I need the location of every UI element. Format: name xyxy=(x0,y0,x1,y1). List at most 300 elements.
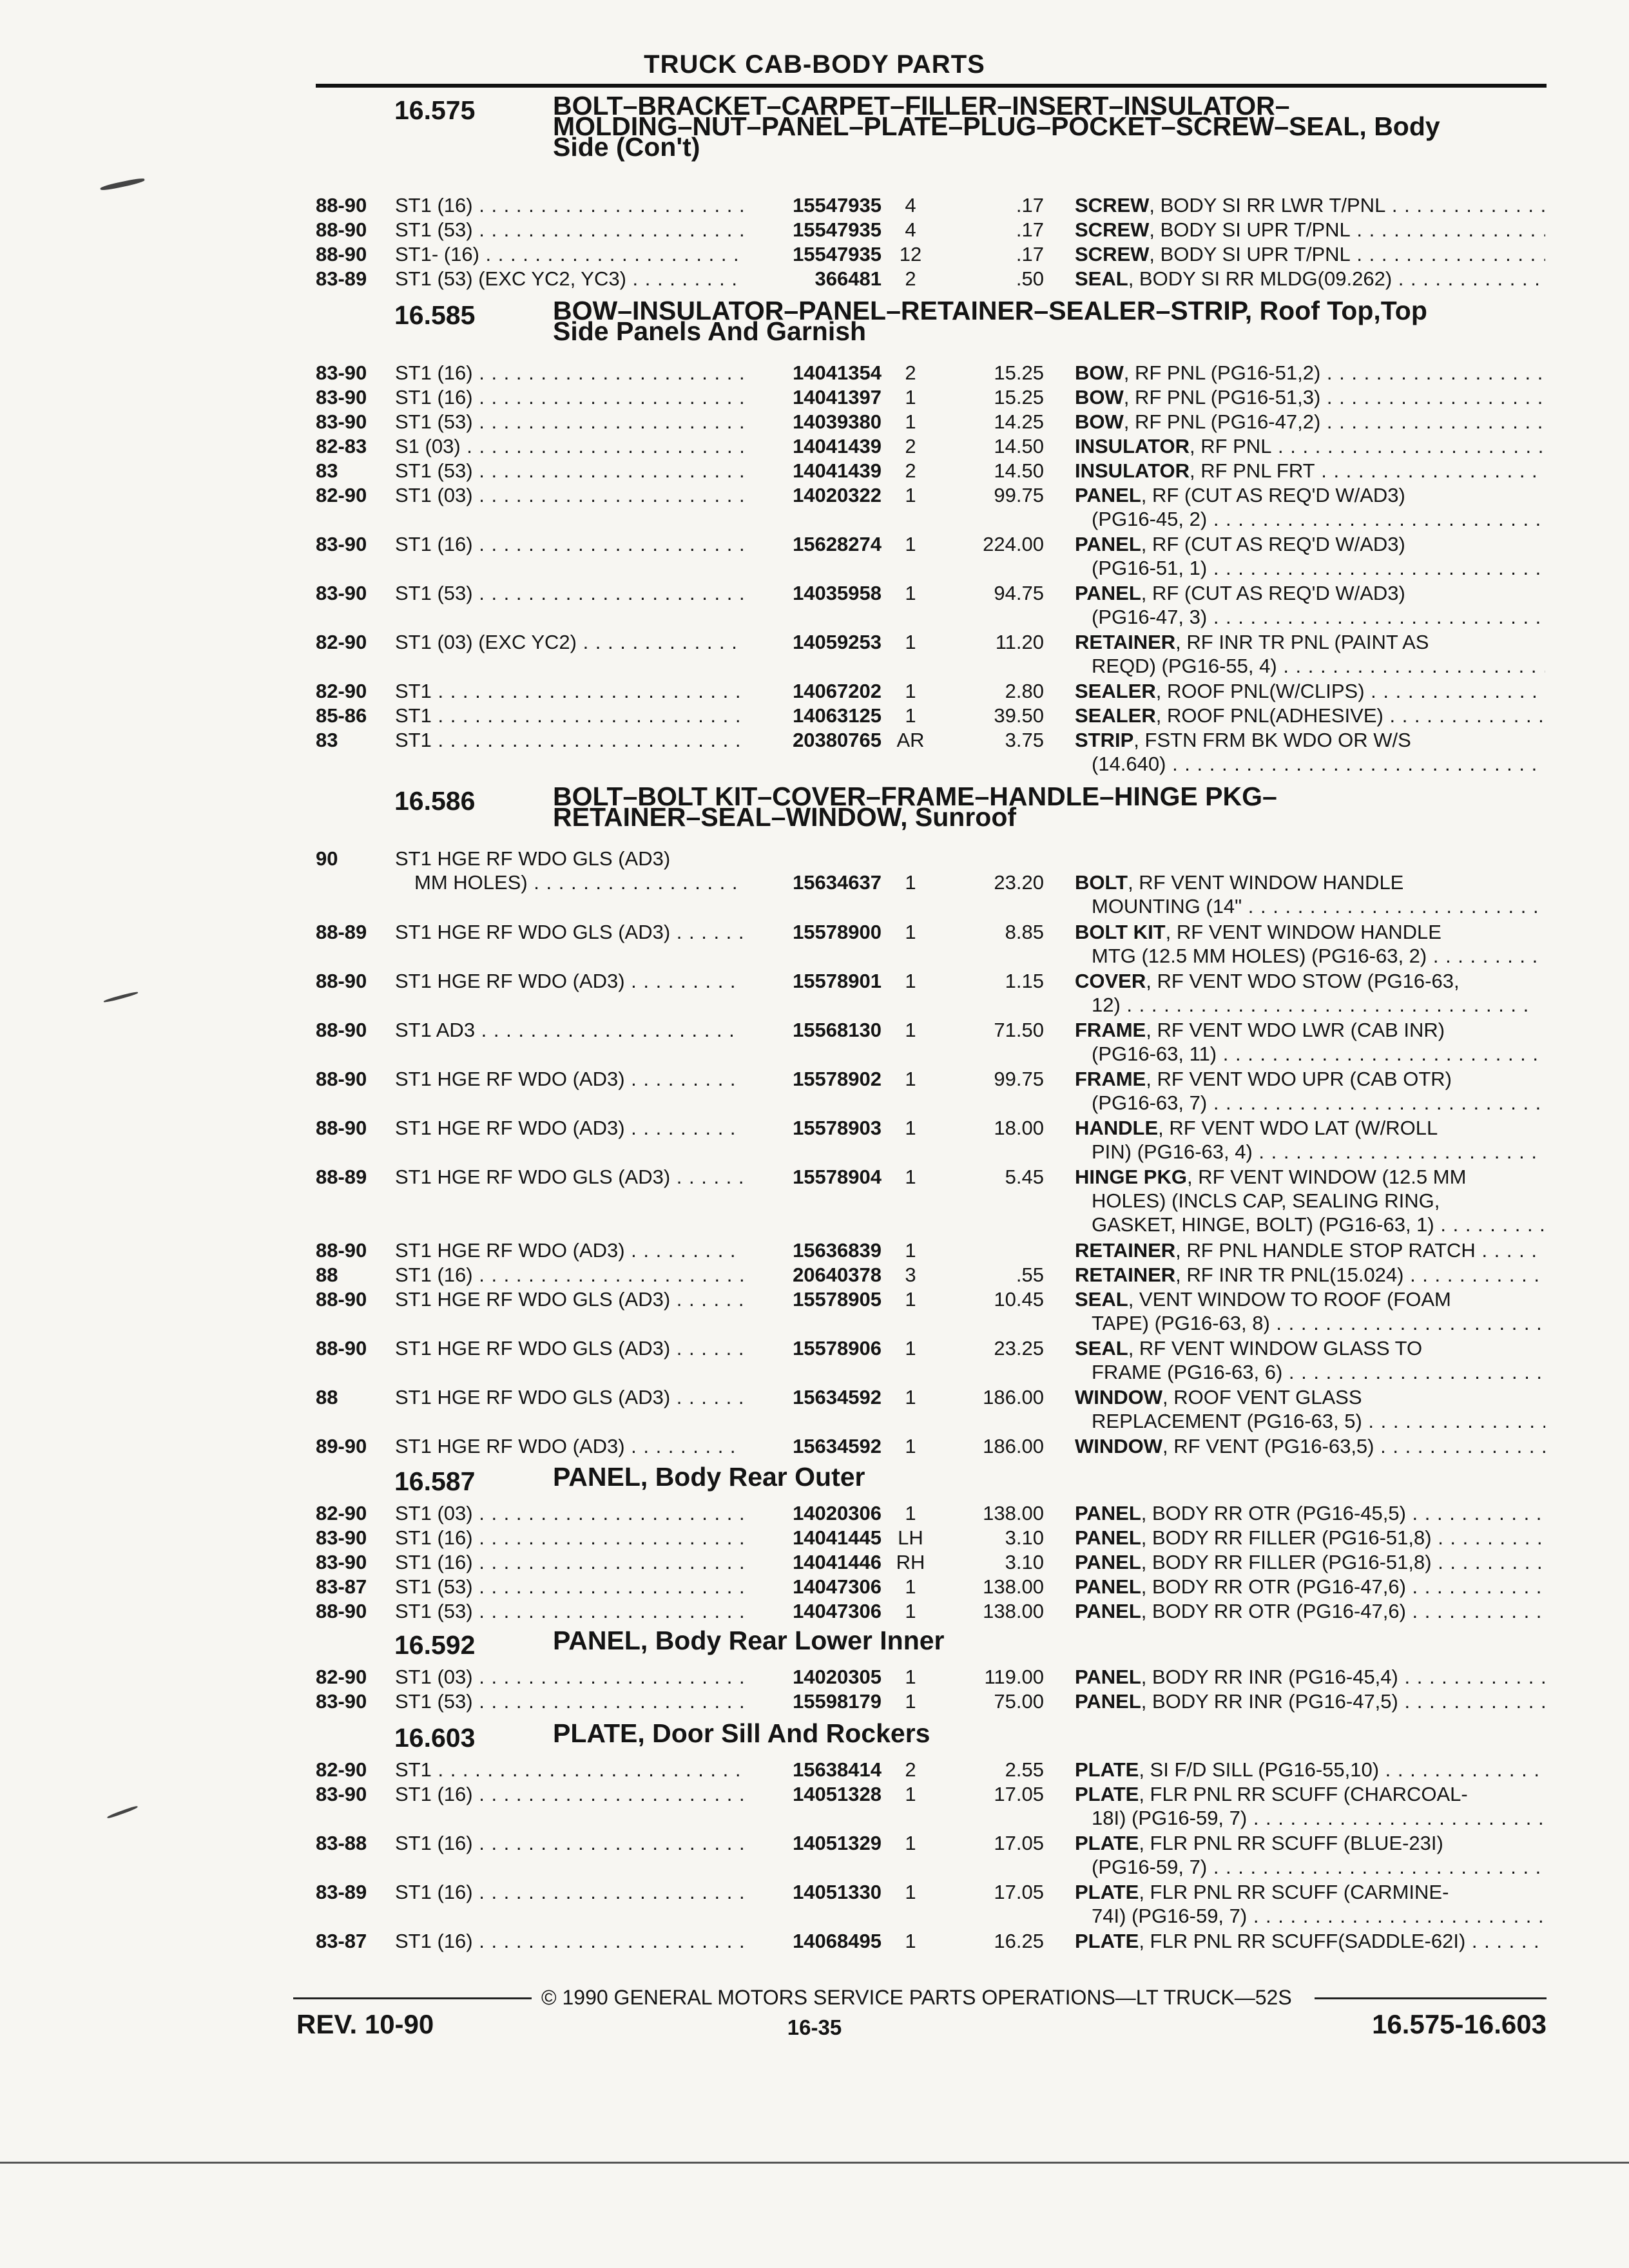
model-years: 83 xyxy=(316,729,338,751)
description-line: PLATE, SI F/D SILL (PG16-55,10) . . . xyxy=(1075,1758,1545,1782)
description-line: SEAL, VENT WINDOW TO ROOF (FOAM xyxy=(1075,1288,1451,1311)
model-applicability xyxy=(395,1263,743,1287)
part-description xyxy=(1075,870,1545,918)
part-keyword: SEAL xyxy=(1075,267,1128,290)
model-applicability xyxy=(395,532,743,556)
quantity: 2 xyxy=(905,267,916,290)
part-description xyxy=(1075,581,1545,629)
description-line: PANEL, RF (CUT AS REQ'D W/AD3) xyxy=(1075,582,1405,604)
list-price: 3.75 xyxy=(1005,729,1044,751)
description-line: SEAL, BODY SI RR MLDG(09.262) . . . xyxy=(1075,267,1545,291)
quantity: 1 xyxy=(905,533,916,555)
model-applicability xyxy=(395,1434,743,1458)
list-price: .17 xyxy=(1016,194,1044,216)
description-line: RETAINER, RF INR TR PNL (PAINT AS xyxy=(1075,631,1429,653)
part-number: 14068495 xyxy=(793,1930,882,1952)
part-keyword: HANDLE xyxy=(1075,1117,1159,1139)
model-line: ST1 (03) xyxy=(395,484,473,506)
part-number: 14067202 xyxy=(793,680,882,702)
description-line: GASKET, HINGE, BOLT) (PG16-63, 1) . . . xyxy=(1075,1213,1545,1236)
quantity: 1 xyxy=(905,1930,916,1952)
description-line: WINDOW, ROOF VENT GLASS xyxy=(1075,1386,1362,1408)
part-keyword: INSULATOR xyxy=(1075,435,1190,457)
part-number: 15547935 xyxy=(793,194,882,216)
description-line: PANEL, BODY RR OTR (PG16-45,5) . . . xyxy=(1075,1501,1545,1525)
list-price: 14.50 xyxy=(994,459,1044,482)
quantity: 2 xyxy=(905,361,916,384)
quantity: 1 xyxy=(905,1575,916,1598)
section-number: 16.586 xyxy=(394,786,476,816)
description-line: RETAINER, RF PNL HANDLE STOP RATCH . . . xyxy=(1075,1238,1545,1262)
model-years: 88-90 xyxy=(316,970,367,992)
model-applicability xyxy=(395,1831,743,1855)
model-years: 88-90 xyxy=(316,1117,367,1139)
part-number: 14039380 xyxy=(793,410,882,433)
model-years: 90 xyxy=(316,847,338,870)
model-line: ST1 (03) xyxy=(395,1502,473,1524)
quantity: 4 xyxy=(905,194,916,216)
section-title: BOW–INSULATOR–PANEL–RETAINER–SEALER–STRIP, Roof Top,Top Side Panels And Garnish xyxy=(553,296,1427,346)
model-years: 88-90 xyxy=(316,243,367,265)
part-description xyxy=(1075,1782,1545,1830)
quantity: 1 xyxy=(905,1666,916,1688)
part-description xyxy=(1075,1599,1545,1623)
part-keyword: PLATE xyxy=(1075,1930,1139,1952)
description-line: BOW, RF PNL (PG16-51,3) . . . xyxy=(1075,385,1545,409)
part-keyword: PLATE xyxy=(1075,1783,1139,1805)
part-number: 15547935 xyxy=(793,243,882,265)
part-keyword: PANEL xyxy=(1075,533,1141,555)
model-years: 88-90 xyxy=(316,1337,367,1360)
list-price: 5.45 xyxy=(1005,1166,1044,1188)
model-years: 83-90 xyxy=(316,582,367,604)
model-line: ST1 (16) xyxy=(395,1264,473,1286)
description-line: PLATE, FLR PNL RR SCUFF(SADDLE-62I) . . . xyxy=(1075,1929,1545,1953)
part-keyword: PLATE xyxy=(1075,1881,1139,1903)
model-applicability xyxy=(395,193,743,217)
part-keyword: INSULATOR xyxy=(1075,459,1190,482)
quantity: 1 xyxy=(905,1117,916,1139)
list-price: .17 xyxy=(1016,243,1044,265)
part-number: 14020322 xyxy=(793,484,882,506)
part-description xyxy=(1075,1434,1545,1458)
model-applicability xyxy=(395,1238,743,1262)
list-price: 15.25 xyxy=(994,361,1044,384)
quantity: RH xyxy=(896,1551,925,1573)
model-line: ST1 (16) xyxy=(395,1783,473,1805)
part-number: 15578902 xyxy=(793,1068,882,1090)
description-line: (PG16-59, 7) . . . xyxy=(1075,1855,1545,1879)
part-keyword: RETAINER xyxy=(1075,631,1176,653)
description-line: PANEL, BODY RR FILLER (PG16-51,8) . . . xyxy=(1075,1526,1545,1550)
description-line: FRAME, RF VENT WDO UPR (CAB OTR) xyxy=(1075,1068,1452,1090)
description-line: PANEL, RF (CUT AS REQ'D W/AD3) xyxy=(1075,484,1405,506)
quantity: 3 xyxy=(905,1264,916,1286)
model-applicability xyxy=(395,920,743,944)
model-line: ST1 xyxy=(395,729,432,751)
part-number: 366481 xyxy=(815,267,882,290)
model-line: ST1 (16) xyxy=(395,1881,473,1903)
model-years: 82-83 xyxy=(316,435,367,457)
list-price: 94.75 xyxy=(994,582,1044,604)
part-number: 20380765 xyxy=(793,729,882,751)
model-applicability xyxy=(395,459,743,483)
model-years: 83-90 xyxy=(316,533,367,555)
section-title: BOLT–BOLT KIT–COVER–FRAME–HANDLE–HINGE PKG– RETAINER–SEAL–WINDOW, Sunroof xyxy=(553,782,1277,832)
part-number: 15578905 xyxy=(793,1288,882,1311)
part-keyword: SCREW xyxy=(1075,243,1150,265)
part-description xyxy=(1075,920,1545,968)
part-keyword: SEALER xyxy=(1075,680,1156,702)
model-years: 88-90 xyxy=(316,218,367,241)
description-line: HINGE PKG, RF VENT WINDOW (12.5 MM xyxy=(1075,1166,1467,1188)
model-applicability xyxy=(395,679,743,703)
part-number: 14051329 xyxy=(793,1832,882,1854)
section-title: PANEL, Body Rear Lower Inner xyxy=(553,1626,945,1655)
section-number: 16.603 xyxy=(394,1723,476,1753)
list-price: 3.10 xyxy=(1005,1551,1044,1573)
list-price: 10.45 xyxy=(994,1288,1044,1311)
part-number: 15547935 xyxy=(793,218,882,241)
model-line: ST1 HGE RF WDO GLS (AD3) xyxy=(395,847,671,870)
part-description xyxy=(1075,1336,1545,1384)
model-line: ST1 HGE RF WDO GLS (AD3) xyxy=(395,1386,671,1408)
part-number: 14051330 xyxy=(793,1881,882,1903)
model-applicability xyxy=(395,1116,743,1140)
part-keyword: SCREW xyxy=(1075,194,1150,216)
part-keyword: SEAL xyxy=(1075,1337,1128,1360)
footer-section-range: 16.575-16.603 xyxy=(1372,2009,1547,2039)
part-number: 15634592 xyxy=(793,1435,882,1457)
part-number: 15628274 xyxy=(793,533,882,555)
model-line: ST1 (16) xyxy=(395,1526,473,1549)
model-years: 83-90 xyxy=(316,1551,367,1573)
model-applicability xyxy=(395,1575,743,1599)
part-keyword: PANEL xyxy=(1075,1666,1141,1688)
model-applicability xyxy=(395,385,743,409)
description-line: SEALER, ROOF PNL(W/CLIPS) . . . xyxy=(1075,679,1545,703)
list-price: 23.25 xyxy=(994,1337,1044,1360)
model-years: 88 xyxy=(316,1386,338,1408)
list-price: 17.05 xyxy=(994,1783,1044,1805)
model-years: 83-90 xyxy=(316,410,367,433)
description-line: PLATE, FLR PNL RR SCUFF (CARMINE- xyxy=(1075,1881,1449,1903)
quantity: 1 xyxy=(905,1881,916,1903)
description-line: 18I) (PG16-59, 7) . . . xyxy=(1075,1806,1545,1830)
part-number: 15634637 xyxy=(793,871,882,894)
section-number: 16.592 xyxy=(394,1630,476,1660)
model-applicability xyxy=(395,1550,743,1574)
quantity: 2 xyxy=(905,1758,916,1781)
description-line: STRIP, FSTN FRM BK WDO OR W/S xyxy=(1075,729,1411,751)
quantity: 1 xyxy=(905,410,916,433)
model-line: ST1 (16) xyxy=(395,386,473,408)
model-years: 83-89 xyxy=(316,1881,367,1903)
page-header-title: TRUCK CAB-BODY PARTS xyxy=(644,50,985,79)
model-applicability xyxy=(395,630,743,654)
list-price: 224.00 xyxy=(983,533,1044,555)
model-applicability xyxy=(395,483,743,507)
quantity: 1 xyxy=(905,871,916,894)
model-line: ST1 (16) xyxy=(395,194,473,216)
model-applicability xyxy=(395,847,743,894)
part-description xyxy=(1075,218,1545,242)
list-price: 2.55 xyxy=(1005,1758,1044,1781)
part-number: 15578901 xyxy=(793,970,882,992)
part-number: 14041439 xyxy=(793,435,882,457)
model-applicability xyxy=(395,218,743,242)
model-line: ST1 (53) xyxy=(395,1575,473,1598)
model-years: 88 xyxy=(316,1264,338,1286)
quantity: 1 xyxy=(905,1386,916,1408)
description-line: PANEL, BODY RR INR (PG16-47,5) . . . xyxy=(1075,1689,1545,1713)
model-years: 83-88 xyxy=(316,1832,367,1854)
part-description xyxy=(1075,1385,1545,1433)
part-number: 14041397 xyxy=(793,386,882,408)
part-description xyxy=(1075,242,1545,266)
part-number: 14041445 xyxy=(793,1526,882,1549)
part-keyword: COVER xyxy=(1075,970,1146,992)
quantity: 1 xyxy=(905,970,916,992)
model-years: 82-90 xyxy=(316,484,367,506)
part-number: 14047306 xyxy=(793,1600,882,1622)
quantity: 1 xyxy=(905,1502,916,1524)
model-line: ST1 HGE RF WDO (AD3) xyxy=(395,1435,625,1457)
description-line: 12) . . . xyxy=(1075,993,1545,1017)
part-keyword: SCREW xyxy=(1075,218,1150,241)
description-line: WINDOW, RF VENT (PG16-63,5) . . . xyxy=(1075,1434,1545,1458)
list-price: 138.00 xyxy=(983,1502,1044,1524)
model-years: 89-90 xyxy=(316,1435,367,1457)
description-line: (PG16-45, 2) . . . xyxy=(1075,507,1545,531)
description-line: RETAINER, RF INR TR PNL(15.024) . . . xyxy=(1075,1263,1545,1287)
list-price: 71.50 xyxy=(994,1019,1044,1041)
list-price: 1.15 xyxy=(1005,970,1044,992)
model-line: ST1 xyxy=(395,704,432,727)
list-price: 18.00 xyxy=(994,1117,1044,1139)
model-applicability xyxy=(395,1782,743,1806)
margin-mark xyxy=(103,991,138,1003)
model-applicability xyxy=(395,1526,743,1550)
model-applicability xyxy=(395,410,743,434)
model-line: ST1 (16) xyxy=(395,533,473,555)
list-price: 16.25 xyxy=(994,1930,1044,1952)
part-description xyxy=(1075,361,1545,385)
part-keyword: PANEL xyxy=(1075,484,1141,506)
part-keyword: SEALER xyxy=(1075,704,1156,727)
part-keyword: FRAME xyxy=(1075,1019,1146,1041)
model-years: 82-90 xyxy=(316,1666,367,1688)
list-price: 138.00 xyxy=(983,1575,1044,1598)
model-line: ST1 HGE RF WDO GLS (AD3) xyxy=(395,921,671,943)
part-description xyxy=(1075,1526,1545,1550)
model-line: ST1 HGE RF WDO GLS (AD3) xyxy=(395,1288,671,1311)
part-keyword: RETAINER xyxy=(1075,1239,1176,1262)
footer-copyright: © 1990 GENERAL MOTORS SERVICE PARTS OPERATIONS—LT TRUCK—52S xyxy=(541,1986,1292,2009)
section-title: PLATE, Door Sill And Rockers xyxy=(553,1718,930,1748)
description-line: BOW, RF PNL (PG16-47,2) . . . xyxy=(1075,410,1545,434)
model-applicability xyxy=(395,1665,743,1689)
description-line: MOUNTING (14" . . . xyxy=(1075,894,1545,918)
part-keyword: WINDOW xyxy=(1075,1435,1163,1457)
model-line: ST1 (03) xyxy=(395,1666,473,1688)
part-number: 15598179 xyxy=(793,1690,882,1713)
part-description xyxy=(1075,434,1545,458)
part-keyword: BOW xyxy=(1075,386,1124,408)
part-keyword: BOLT xyxy=(1075,871,1128,894)
list-price: .17 xyxy=(1016,218,1044,241)
part-number: 14020305 xyxy=(793,1666,882,1688)
margin-mark xyxy=(100,177,145,191)
description-line: INSULATOR, RF PNL . . . xyxy=(1075,434,1545,458)
description-line: BOLT, RF VENT WINDOW HANDLE xyxy=(1075,871,1404,894)
part-number: 15578903 xyxy=(793,1117,882,1139)
description-line: BOLT KIT, RF VENT WINDOW HANDLE xyxy=(1075,921,1441,943)
part-description xyxy=(1075,267,1545,291)
part-keyword: BOW xyxy=(1075,410,1124,433)
part-number: 14041446 xyxy=(793,1551,882,1573)
part-number: 14047306 xyxy=(793,1575,882,1598)
part-number: 15578906 xyxy=(793,1337,882,1360)
part-number: 14051328 xyxy=(793,1783,882,1805)
list-price: 14.50 xyxy=(994,435,1044,457)
model-applicability xyxy=(395,1287,743,1311)
quantity: 1 xyxy=(905,1166,916,1188)
part-description xyxy=(1075,193,1545,217)
quantity: 1 xyxy=(905,1019,916,1041)
model-applicability xyxy=(395,1501,743,1525)
description-line: 74I) (PG16-59, 7) . . . xyxy=(1075,1904,1545,1928)
quantity: 1 xyxy=(905,704,916,727)
model-line: ST1 (03) (EXC YC2) xyxy=(395,631,577,653)
description-line: (14.640) . . . xyxy=(1075,752,1545,776)
model-years: 82-90 xyxy=(316,1758,367,1781)
part-keyword: PANEL xyxy=(1075,1526,1141,1549)
footer-page-number: 16-35 xyxy=(787,2015,842,2039)
quantity: 1 xyxy=(905,386,916,408)
margin-mark xyxy=(107,1805,139,1820)
model-applicability xyxy=(395,1336,743,1360)
model-years: 88-90 xyxy=(316,1068,367,1090)
description-line: INSULATOR, RF PNL FRT . . . xyxy=(1075,459,1545,483)
list-price: 2.80 xyxy=(1005,680,1044,702)
part-description xyxy=(1075,1665,1545,1689)
quantity: 1 xyxy=(905,1288,916,1311)
part-description xyxy=(1075,1018,1545,1066)
list-price: 17.05 xyxy=(994,1881,1044,1903)
model-years: 82-90 xyxy=(316,680,367,702)
quantity: 1 xyxy=(905,1832,916,1854)
list-price: 186.00 xyxy=(983,1386,1044,1408)
part-keyword: PLATE xyxy=(1075,1832,1139,1854)
description-line: HOLES) (INCLS CAP, SEALING RING, xyxy=(1092,1189,1440,1212)
part-keyword: PANEL xyxy=(1075,1690,1141,1713)
quantity: 1 xyxy=(905,1600,916,1622)
model-years: 83-87 xyxy=(316,1930,367,1952)
quantity: 1 xyxy=(905,921,916,943)
model-line: ST1 HGE RF WDO (AD3) xyxy=(395,1117,625,1139)
model-line: ST1 (53) xyxy=(395,218,473,241)
list-price: 138.00 xyxy=(983,1600,1044,1622)
list-price: .55 xyxy=(1016,1264,1044,1286)
description-line: (PG16-63, 7) . . . xyxy=(1075,1091,1545,1115)
model-years: 88-89 xyxy=(316,1166,367,1188)
part-description xyxy=(1075,1501,1545,1525)
description-line: SCREW, BODY SI RR LWR T/PNL . . . xyxy=(1075,193,1545,217)
part-keyword: PANEL xyxy=(1075,1600,1141,1622)
part-description xyxy=(1075,532,1545,580)
model-years: 83-87 xyxy=(316,1575,367,1598)
list-price: 3.10 xyxy=(1005,1526,1044,1549)
part-number: 14059253 xyxy=(793,631,882,653)
model-applicability xyxy=(395,969,743,993)
model-line: ST1 (16) xyxy=(395,361,473,384)
list-price: 14.25 xyxy=(994,410,1044,433)
part-keyword: HINGE PKG xyxy=(1075,1166,1187,1188)
part-number: 15638414 xyxy=(793,1758,882,1781)
description-line: FRAME, RF VENT WDO LWR (CAB INR) xyxy=(1075,1019,1445,1041)
model-years: 85-86 xyxy=(316,704,367,727)
part-description xyxy=(1075,1550,1545,1574)
description-line: SEAL, RF VENT WINDOW GLASS TO xyxy=(1075,1337,1423,1360)
part-description xyxy=(1075,1831,1545,1879)
part-description xyxy=(1075,969,1545,1017)
model-years: 83-90 xyxy=(316,1783,367,1805)
description-line: PANEL, BODY RR OTR (PG16-47,6) . . . xyxy=(1075,1599,1545,1623)
model-line: ST1 HGE RF WDO GLS (AD3) xyxy=(395,1166,671,1188)
model-years: 83 xyxy=(316,459,338,482)
description-line: PANEL, BODY RR OTR (PG16-47,6) . . . xyxy=(1075,1575,1545,1599)
model-years: 83-90 xyxy=(316,1526,367,1549)
part-number: 15578904 xyxy=(793,1166,882,1188)
part-description xyxy=(1075,410,1545,434)
description-line: COVER, RF VENT WDO STOW (PG16-63, xyxy=(1075,970,1460,992)
model-years: 88-90 xyxy=(316,1600,367,1622)
part-keyword: PANEL xyxy=(1075,582,1141,604)
description-line: PLATE, FLR PNL RR SCUFF (BLUE-23I) xyxy=(1075,1832,1443,1854)
model-applicability xyxy=(395,434,743,458)
description-line: (PG16-47, 3) . . . xyxy=(1075,605,1545,629)
scan-edge-line xyxy=(0,2162,1629,2164)
quantity: 1 xyxy=(905,484,916,506)
model-applicability xyxy=(395,242,743,266)
model-line: ST1 (16) xyxy=(395,1551,473,1573)
part-description xyxy=(1075,1689,1545,1713)
model-applicability xyxy=(395,1689,743,1713)
footer-rule-left xyxy=(293,1997,532,1999)
part-keyword: WINDOW xyxy=(1075,1386,1163,1408)
section-number: 16.585 xyxy=(394,300,476,330)
model-years: 88-90 xyxy=(316,1288,367,1311)
list-price: 99.75 xyxy=(994,1068,1044,1090)
quantity: AR xyxy=(896,729,925,751)
part-number: 14020306 xyxy=(793,1502,882,1524)
section-number: 16.587 xyxy=(394,1466,476,1496)
model-applicability xyxy=(395,1880,743,1904)
model-line: ST1 (16) xyxy=(395,1930,473,1952)
description-line: PLATE, FLR PNL RR SCUFF (CHARCOAL- xyxy=(1075,1783,1468,1805)
model-line: ST1 HGE RF WDO (AD3) xyxy=(395,1068,625,1090)
description-line: (PG16-51, 1) . . . xyxy=(1075,556,1545,580)
part-keyword: FRAME xyxy=(1075,1068,1146,1090)
model-line: ST1 (16) xyxy=(395,1832,473,1854)
quantity: 1 xyxy=(905,1690,916,1713)
part-description xyxy=(1075,1238,1545,1262)
part-description xyxy=(1075,630,1545,678)
part-number: 14063125 xyxy=(793,704,882,727)
description-line: SCREW, BODY SI UPR T/PNL . . . xyxy=(1075,242,1545,266)
part-keyword: BOLT KIT xyxy=(1075,921,1166,943)
